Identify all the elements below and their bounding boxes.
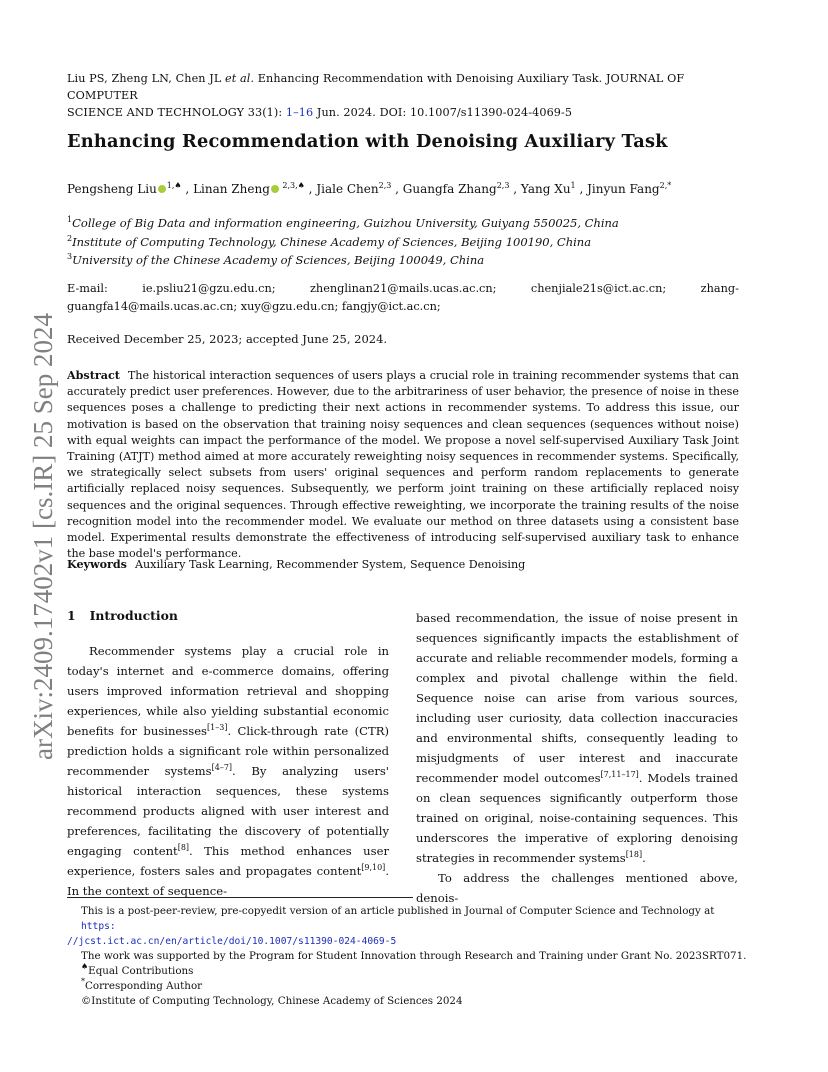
article-url-link-part1[interactable]: https: — [81, 921, 116, 932]
author-name: Jinyun Fang — [587, 182, 660, 196]
page-range-link[interactable]: 1–16 — [285, 106, 314, 119]
email-address: chenjiale21s@ict.ac.cn; — [530, 282, 667, 295]
affiliation — [67, 214, 767, 233]
abstract-text: The historical interaction sequences of users plays a crucial role in training recommender systems that can accurately predict user preferences. However, due to the arbitrariness of user behavior, the presence of noise in these sequences poses a challenge to predicting their next actions in recommender systems. To address this issue, our motivation is based on the observation that training noisy sequences and clean sequences (sequences without noise) with equal weights can impact the performance of the model. We propose a novel self-supervised Auxiliary Task Joint Training (ATJT) method aimed at more accurately reweighting noisy sequences in recommender systems. Specifically, we strategically select subsets from users' original sequences and perform random replacements to generate artificially replaced noisy sequences. Subsequently, we perform joint training on these artificially replaced noisy sequences and the original sequences. Through effective reweighting, we incorporate the training results of the noise recognition model into the recommender model. We evaluate our method on three datasets using a consistent base model. Experimental results demonstrate the effectiveness of introducing self-supervised auxiliary task to enhance the base model's performance. — [67, 369, 739, 561]
email-line-2: guangfa14@mails.ucas.ac.cn; xuy@gzu.edu.cn; fangjy@ict.ac.cn; — [67, 300, 441, 313]
citation[interactable]: [4–7] — [211, 763, 233, 772]
right-text-2: . Models trained on clean sequences significantly outperform those trained on original, noise-containing sequences. This underscores the imperative of exploring denoising strategies in recommender systems — [416, 771, 738, 865]
keywords — [67, 558, 767, 571]
intro-paragraph-2: To address the challenges mentioned above, denois- — [416, 871, 738, 905]
citation[interactable]: [9,10] — [361, 863, 386, 872]
footnote-corresponding — [67, 979, 747, 994]
footnote-equal-contrib — [67, 964, 747, 979]
affiliation-text: University of the Chinese Academy of Sciences, Beijing 100049, China — [72, 253, 485, 267]
author-name: Linan Zheng — [193, 182, 270, 196]
orcid-icon[interactable] — [271, 185, 279, 193]
orcid-icon[interactable] — [158, 185, 166, 193]
arxiv-stamp — [22, 290, 62, 760]
email-address: zhenglinan21@mails.ucas.ac.cn; — [309, 282, 497, 295]
footnote-copyright — [67, 994, 747, 1009]
asterisk-mark: * — [81, 977, 85, 986]
left-text-2: . Click-through rate (CTR) prediction holds a significant role within personalized recommender systems — [67, 724, 389, 778]
author-name: Guangfa Zhang — [402, 182, 497, 196]
footnote-funding: The work was supported by the Program for Student Innovation through Research and Training under Grant No. 2023SRT071. — [81, 950, 747, 962]
keywords-text: Auxiliary Task Learning, Recommender System, Sequence Denoising — [134, 558, 526, 571]
keywords-label: Keywords — [67, 558, 127, 571]
intro-paragraph-1-cont — [416, 608, 738, 868]
affiliation-number: 3 — [67, 252, 73, 261]
copyright-icon: © — [81, 995, 92, 1007]
author-name: Jiale Chen — [316, 182, 379, 196]
left-column — [67, 641, 389, 901]
right-text-3: . — [642, 851, 646, 865]
abstract — [67, 368, 739, 562]
citation[interactable]: [8] — [177, 843, 190, 852]
citation[interactable]: [18] — [625, 850, 643, 859]
abstract-label: Abstract — [67, 369, 120, 382]
author-separator: , — [181, 182, 194, 196]
citation[interactable]: [1–3] — [207, 723, 228, 732]
affiliation-number: 2 — [67, 233, 73, 243]
running-header-line1-post: Enhancing Recommendation with Denoising Auxiliary Task. JOURNAL OF COMPUTER — [67, 72, 685, 102]
author-separator: , — [304, 182, 317, 196]
arxiv-stamp-text: arXiv:2409.17402v1 [cs.IR] 25 Sep 2024 — [28, 313, 58, 760]
citation[interactable]: [7,11–17] — [600, 770, 639, 779]
left-text-5: . In the context of sequence- — [67, 864, 389, 898]
author-affiliation-mark: 2,3,♠ — [279, 181, 305, 190]
intro-paragraph-1 — [67, 641, 389, 901]
author-affiliation-mark: 2,3 — [378, 181, 392, 190]
arxiv-stamp-svg — [22, 290, 62, 760]
paper-title: Enhancing Recommendation with Denoising Auxiliary Task — [67, 131, 668, 152]
email-address: ie.psliu21@gzu.edu.cn; — [142, 282, 276, 295]
section-number: 1 — [67, 608, 76, 623]
author-list — [67, 180, 767, 198]
affiliation — [67, 233, 767, 252]
affiliation-text: College of Big Data and information engineering, Guizhou University, Guiyang 550025, China — [72, 216, 619, 230]
author-affiliation-mark: 1 — [570, 181, 576, 190]
author-affiliation-mark: 2,* — [659, 181, 672, 190]
author-separator: , — [575, 182, 588, 196]
email-address: zhang- — [700, 282, 739, 295]
footnote-url-line — [67, 934, 747, 949]
running-header-line1-pre: Liu PS, Zheng LN, Chen JL — [67, 72, 226, 85]
running-header-line2-pre: SCIENCE AND TECHNOLOGY 33(1): — [67, 106, 286, 119]
footnote-preprint-text: This is a post-peer-review, pre-copyedit version of an article published in Journal of Computer Science and Technology at — [81, 905, 715, 917]
footnote-corresponding-text: Corresponding Author — [85, 980, 203, 992]
footnote-equal-contrib-text: Equal Contributions — [88, 965, 194, 977]
footnote-rule — [67, 897, 413, 898]
author-name: Pengsheng Liu — [67, 182, 157, 196]
section-title: Introduction — [89, 608, 178, 623]
affiliation-number: 1 — [67, 215, 73, 224]
running-header-line2-post: Jun. 2024. DOI: 10.1007/s11390-024-4069-5 — [313, 106, 573, 119]
email-line-1 — [67, 280, 739, 298]
left-text-4: . This method enhances user experience, fosters sales and propagates content — [67, 844, 389, 878]
author-separator: , — [509, 182, 521, 196]
right-text-1: based recommendation, the issue of noise present in sequences significantly impacts the establishment of accurate and reliable recommender models, forming a complex and pivotal challenge within the field. Sequence noise can arise from various sources, including user curiosity, data collection inaccuracies and environmental shifts, consequently leading to misjudgments of user interest and inaccurate recommender model outcomes — [416, 611, 738, 785]
section-heading — [67, 608, 178, 623]
spade-mark: ♠ — [81, 962, 89, 971]
author-affiliation-mark: 2,3 — [496, 181, 510, 190]
footnotes — [67, 904, 747, 1009]
footnote-preprint — [67, 904, 747, 934]
running-header-et-al: et al. — [225, 72, 255, 85]
affiliation-text: Institute of Computing Technology, Chinese Academy of Sciences, Beijing 100190, China — [72, 234, 592, 249]
author-separator: , — [391, 182, 403, 196]
affiliation-list — [67, 214, 767, 270]
author-name: Yang Xu — [520, 182, 571, 196]
affiliation — [67, 251, 767, 270]
article-url-link-part2[interactable]: //jcst.ict.ac.cn/en/article/doi/10.1007/s11390-024-4069-5 — [67, 936, 397, 947]
left-text-1: Recommender systems play a crucial role in today's internet and e-commerce domains, offering users improved information retrieval and shopping experiences, while also yielding substantial economic benefits for businesses — [67, 644, 389, 738]
email-block — [67, 280, 739, 316]
running-header — [67, 70, 747, 121]
email-label: E-mail: — [67, 282, 108, 295]
left-text-3: . By analyzing users' historical interaction sequences, these systems recommend products aligned with user interest and preferences, facilitating the discovery of potentially engaging content — [67, 764, 389, 858]
received-dates: Received December 25, 2023; accepted June 25, 2024. — [67, 332, 388, 346]
right-column — [416, 608, 738, 908]
footnote-copyright-text: Institute of Computing Technology, Chinese Academy of Sciences 2024 — [91, 995, 463, 1007]
author-affiliation-mark: 1,♠ — [166, 181, 182, 190]
